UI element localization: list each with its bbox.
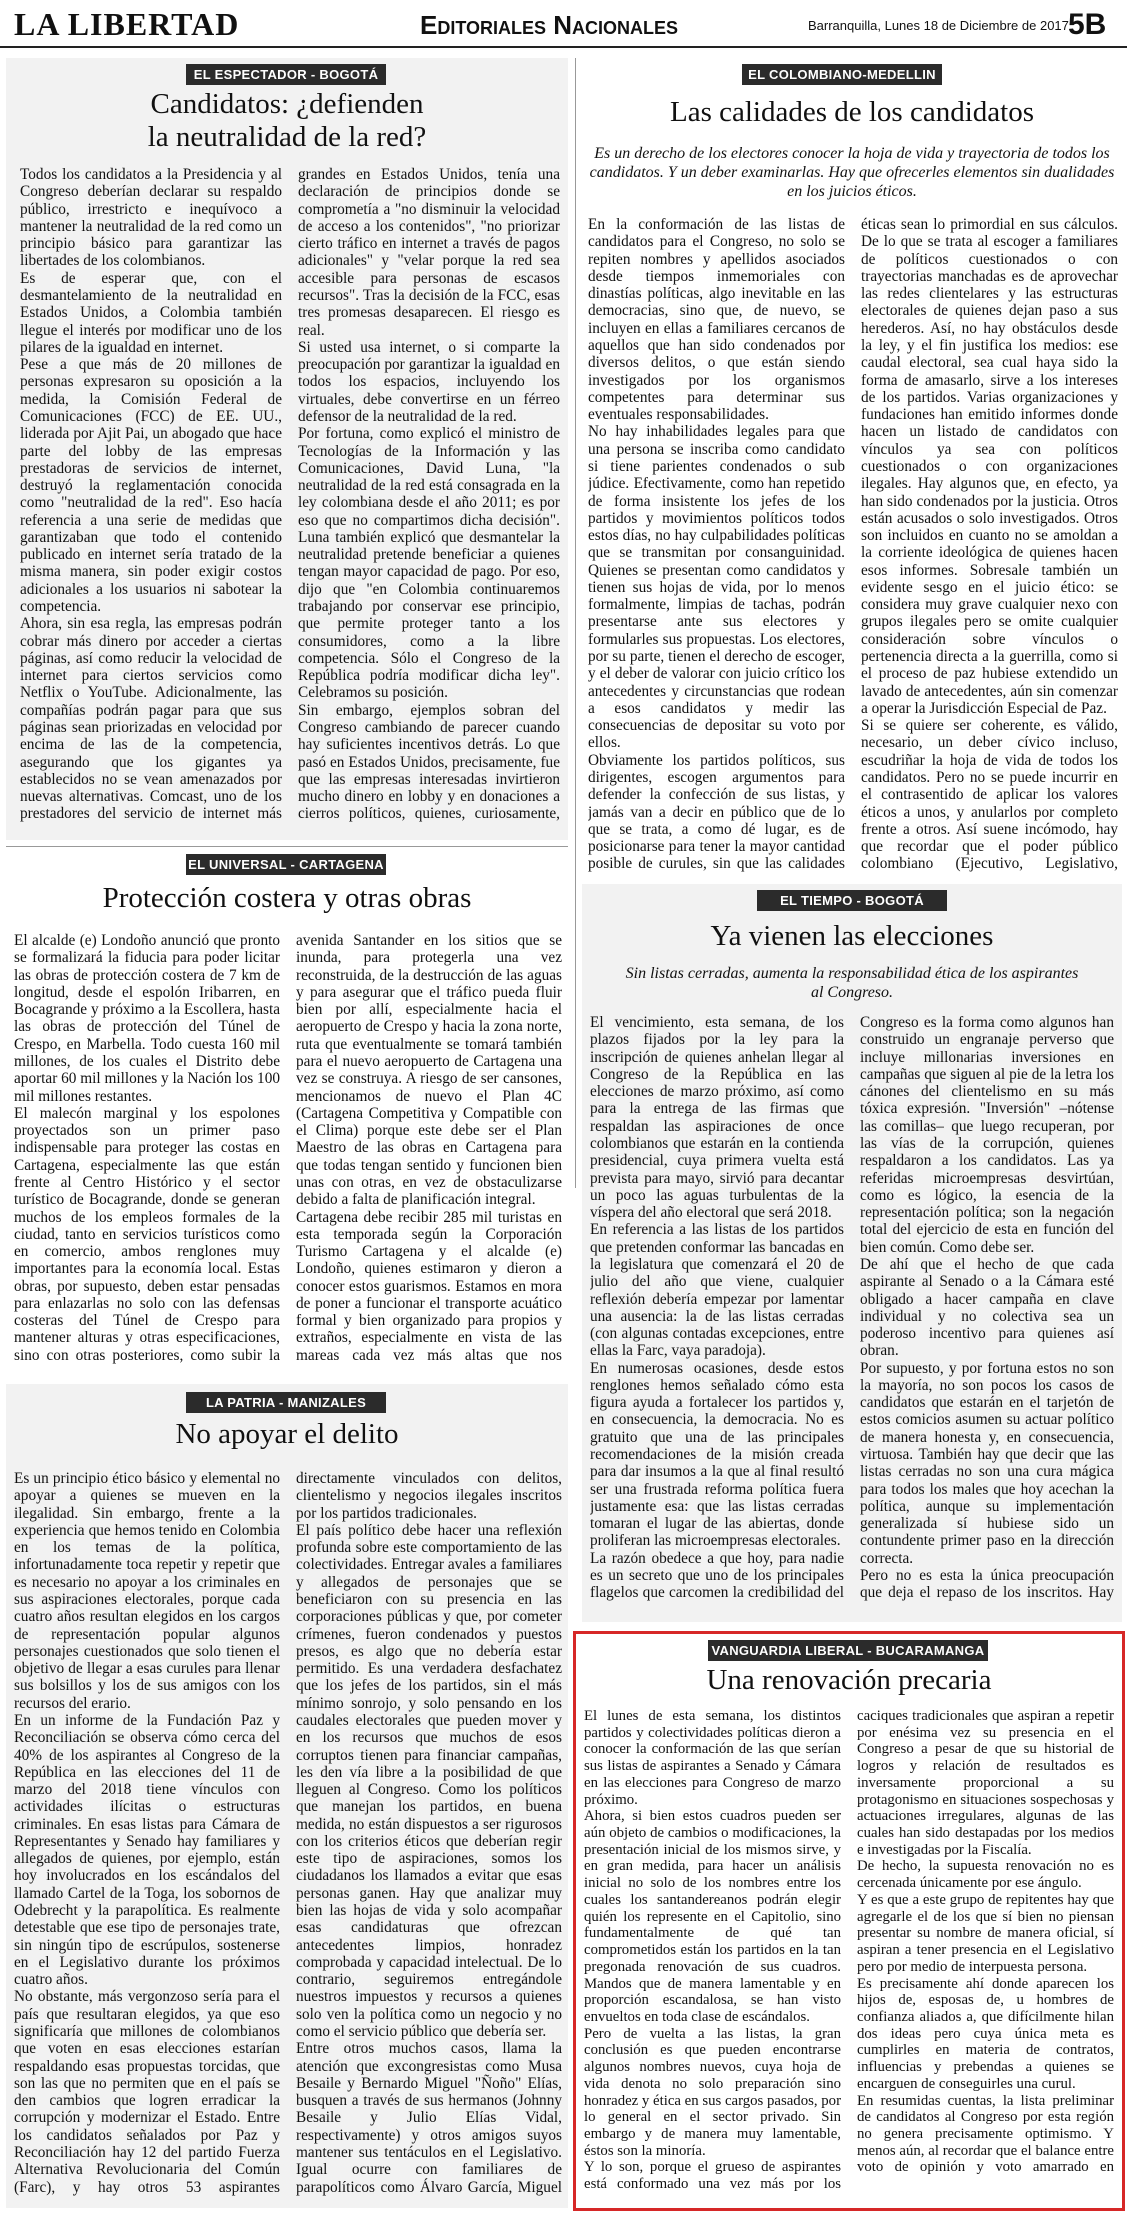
- column-divider: [575, 58, 576, 1188]
- section-title: Editoriales Nacionales: [420, 10, 679, 40]
- article-body: [14, 932, 562, 1376]
- article-paragraph: Pese a que más de 20 millones de personas expresaron su oposición a la medida, la Comisión Federal de Comunicaciones (FCC) de EE. UU., liderada por Ajit Pai, un abogado que hace parte del lobby de las empresas prestadoras de servicios de internet, destruyó la reglamentación conocida como "neutralidad de la red". Eso hacía referencia a una serie de medidas que garantizaban que todo el contenido publicado en internet sería tratado de la misma manera, sin poder exigir costos adicionales a los usuarios ni sabotear la competencia.: [20, 356, 282, 616]
- article-paragraph: En referencia a las listas de los partidos que pretenden conformar las bancadas en la legislatura que comenzará el 20 de julio del año que viene, cualquier reflexión debería empezar por lamentar una ausencia: la de las listas cerradas (con algunas contadas excepciones, entre ellas la Farc, vaya paradoja).: [590, 1221, 844, 1360]
- article-universal: [6, 852, 568, 1378]
- article-paragraph: No hay inhabilidades legales para que una persona se inscriba como candidato si tiene parientes condenados o sub júdice. Efectivamente, como han repetido de forma insistente los jefes de los partidos y movimientos políticos todos estos días, no hay culpabilidades políticas que se transmitan por consanguinidad. Quienes se presentan como candidatos y tienen sus hojas de vida, por lo menos formalmente, limpias de tachas, podrán presentarse ante sus electores y formularles sus propuestas. Los electores, por su parte, tienen el derecho de escoger, y el deber de valorar con juicio crítico los antecedentes y circunstancias que rodean a esos candidatos y medir las consecuencias de depositar su voto por ellos.: [588, 423, 845, 752]
- article-body: [20, 166, 560, 834]
- article-title: Una renovación precaria: [706, 1664, 992, 1696]
- article-title: Protección costera y otras obras: [102, 882, 472, 914]
- article-paragraph: Entre otros muchos casos, llama la atención que excongresistas como Musa Besaile y Bernardo Miguel "Ñoño" Elías, busquen a través de sus hermanos (Johnny Besaile y Julio Elías Vidal, respectivamente) y otros amigos suyos mantener sus tentáculos en el Legislativo. Igual ocurre con familiares de parapolíticos como Álvaro García, Miguel: [296, 2040, 562, 2196]
- article-title-line: la neutralidad de la red?: [147, 121, 427, 154]
- article-title: Las calidades de los candidatos: [670, 96, 1034, 128]
- article-paragraph: Pero de vuelta a las listas, la gran conclusión es que pueden encontrarse algunos nombres nuevos, cuya hoja de vida denota no solo preparación sino honradez y ética en sus cargos pasados, por lo general en el sector privado. Sin embargo y de manera muy lamentable, éstos son la minoría.: [584, 2025, 841, 2159]
- article-paragraph: No obstante, más vergonzoso sería para el país que resultaran elegidos, ya que eso significaría que millones de colombianos que voten en esas elecciones estarían respaldando esas propuestas torcidas, que son las que no permiten que en el país se den cambios que logren erradicar la corrupción y modernizar el Estado. Entre los candidatos señalados por Paz y Reconciliación hay 12 del partido Fuerza Alternativa Revolucionaria del Común (Farc), y hay otros 53 aspirantes directamente vinculados con delitos, clientelismo y negocios ilegales inscritos por los partidos tradicionales.: [14, 1470, 562, 2196]
- article-title: [6, 88, 568, 155]
- article-paragraph: Obviamente los partidos políticos, sus dirigentes, escogen argumentos para defender la confección de sus listas, y jamás van a decir en público que de lo que se trata, a como dé lugar, es de posicionarse para tener la mayor cantidad posible de curules, sin que las calidades éticas sean lo primordial en sus cálculos. De lo que se trata al escoger a familiares de políticos cuestionados o con trayectorias manchadas es de aprovechar las redes clientelares y las estructuras electorales de quienes dejan paso a sus herederos. Así, no hay obstáculos desde la ley, y el fin justifica los medios: ese caudal electoral, sea cual haya sido la forma de amasarlo, sirve a los intereses de los partidos. Varias organizaciones y fundaciones han emitido informes donde hacen un listado de candidatos con vínculos ya sea con políticos cuestionados o con organizaciones ilegales. Hay algunos que, en efecto, ya han sido condenados por la justicia. Otros están acusados o solo investigados. Otros son incluidos en cuanto no se amoldan a la corriente ideológica de quienes hacen esos informes. Sobresale también un evidente sesgo en el juicio ético: se considera muy grave cualquier nexo con grupos ilegales pero se omite cualquier consideración sobre vínculos o pertenencia directa a la guerrilla, como si el proceso de paz hubiese extendido un lavado de antecedentes, aún sin comenzar a operar la Jurisdicción Especial de Paz.: [588, 216, 1118, 873]
- article-paragraph: El país político debe hacer una reflexión profunda sobre este comportamiento de las colectividades. Entregar avales a familiares y allegados de personajes que se beneficiaron con su presencia en las corporaciones públicas y que, por cometer crímenes, fueron condenados y puestos presos, es algo que no debería estar permitido. Es una verdadera desfachatez que los jefes de los partidos, sin el más mínimo sonrojo, y solo pensando en los caudales electorales que pueden mover y en los recursos que muchos de esos corruptos tienen para financiar campañas, les den vía libre a la posibilidad de que lleguen al Congreso. Como los políticos que manejan los partidos, en buena medida, no están dispuestos a ser rigurosos con los criterios éticos que deberían regir este tipo de aspiraciones, somos los ciudadanos los llamados a evitar que esas personas ganen. Hay que analizar muy bien las hojas de vida y solo acompañar esas candidaturas que ofrezcan antecedentes limpios, honradez comprobada y capacidad intelectual. De lo contrario, seguiremos entregándole nuestros impuestos y recursos a quienes solo ven la política como un negocio y no como el servicio público que debería ser.: [296, 1521, 562, 2040]
- article-source-tag: EL UNIVERSAL - CARTAGENA: [186, 854, 386, 875]
- article-title-line: Candidatos: ¿defienden: [150, 88, 424, 120]
- article-body: [588, 216, 1118, 876]
- article-title: Ya vienen las elecciones: [710, 920, 994, 952]
- article-body: [14, 1470, 562, 2204]
- article-paragraph: En resumidas cuentas, la lista preliminar de candidatos al Congreso por esta región no genera precisamente optimismo. Y menos aún, al recordar que el balance entre voto de opinión y voto amarrado en: [857, 2092, 1114, 2176]
- article-colombiano: [582, 58, 1122, 880]
- article-paragraph: Y es que a este grupo de repitentes hay que agregarle el de los que sí bien no piensan presentar su nombre de manera oficial, sí aspiran a tener presencia en el Legislativo pero por medio de interpuesta persona.: [857, 1891, 1114, 1975]
- article-paragraph: Sin embargo, ejemplos sobran del Congreso cambiando de parecer cuando hay suficientes incentivos detrás. Lo que pasó en Estados Unidos, precisamente, fue que las empresas interesadas invirtieron mucho dinero en lobby y en donaciones a cierros políticos, quienes, curiosamente,: [298, 701, 560, 823]
- article-paragraph: Ahora, sin esa regla, las empresas podrán cobrar más dinero por acceder a ciertas páginas, así como reducir la velocidad de internet para ciertos servicios como Netflix o YouTube. Adicionalmente, las compañías podrán pagar para que sus páginas sean priorizadas en velocidad por encima de las de la competencia, asegurando que los gigantes ya establecidos no se vean amenazados por nuevas alternativas. Comcast, uno de los prestadores del servicio de internet más grandes en Estados Unidos, tenía una declaración de principios donde se comprometía a "no disminuir la velocidad de acceso a los contenidos", "no priorizar cierto tráfico en internet a través de pagos adicionales" y "velar porque la red sea accesible para personas de escasos recursos". Tras la decisión de la FCC, esas tres promesas desaparecen. El riesgo es real.: [20, 166, 560, 823]
- article-paragraph: Si usted usa internet, o si comparte la preocupación por garantizar la igualdad en todos los espacios, incluyendo los virtuales, debe convertirse en un férreo defensor de la neutralidad de la red.: [298, 338, 560, 425]
- article-source-tag: LA PATRIA - MANIZALES: [186, 1392, 386, 1413]
- dateline: Barranquilla, Lunes 18 de Diciembre de 2017: [808, 18, 1069, 33]
- article-dek: Sin listas cerradas, aumenta la responsabilidad ética de los aspirantes al Congreso.: [625, 965, 1079, 1002]
- article-body: [590, 1014, 1114, 1618]
- article-paragraph: Si se quiere ser coherente, es válido, necesario, un deber cívico incluso, escudriñar la hoja de vida de todos los candidatos. Pero no se puede incurrir en el contrasentido de aplicar los valores éticos a unos, y anularlos por completo frente a otros. Así suene incómodo, hay que recordar que el poder público colombiano (Ejecutivo, Legislativo,: [861, 717, 1118, 873]
- article-source-tag: EL COLOMBIANO-MEDELLIN: [742, 64, 942, 85]
- section-divider: [6, 846, 568, 847]
- article-espectador: [6, 58, 568, 840]
- article-patria: [6, 1384, 568, 2208]
- article-source-tag: VANGUARDIA LIBERAL - BUCARAMANGA: [708, 1640, 988, 1661]
- article-paragraph: Ahora, si bien estos cuadros pueden ser aún objeto de cambios o modificaciones, la presentación inicial de los mismos sirve, y en gran medida, para hacer un análisis inicial no solo de los nombres entre los cuales los santandereanos podrán elegir quién los represente en el Capitolio, sino fundamentalmente de qué tan comprometidos están los partidos en la tan pregonada renovación de sus cuadros. Mandos que de manera lamentable y en proporción escandalosa, se han visto envueltos en toda clase de escándalos.: [584, 1808, 841, 2025]
- article-paragraph: La razón obedece a que hoy, para nadie es un secreto que uno de los principales flagelos que carcomen la credibilidad del Congreso es la forma como algunos han construido un engranaje perverso que incluye millonarias inversiones en campañas que siguen al pie de la letra los cánones del clientelismo en su más tóxica expresión. "Inversión" –nótense las comillas– que luego recuperan, por las vías de la corrupción, quienes respaldaron a los candidatos. Las ya referidas microempresas desvirtúan, como es lógico, la esencia de la representación política; son la negación total del ejercicio de esta en función del bien común. Como debe ser.: [590, 1014, 1114, 1602]
- article-paragraph: El vencimiento, esta semana, de los plazos fijados por la ley para la inscripción de quienes anhelan llegar al Congreso de la República en las elecciones de marzo próximo, así como para la entrega de las firmas que respaldan las aspiraciones de once colombianos que estarán en la contienda presidencial, cuya primera vuelta está prevista para mayo, sirvió para decantar un poco las aguas turbulentas de la víspera del año electoral que será 2018.: [590, 1014, 844, 1222]
- article-paragraph: Es un principio ético básico y elemental no apoyar a quienes se mueven en la ilegalidad. Sin embargo, frente a la experiencia que hemos tenido en Colombia en los temas de la política, infortunadamente toca repetir y repetir que es necesario no apoyar a los criminales en sus aspiraciones electorales, porque cada cuatro años resultan elegidos en los cargos de representación popular algunos personajes cuestionados que solo tienen el objetivo de llegar a esas curules para llenar sus bolsillos y los de sus amigos con los recursos del erario.: [14, 1470, 280, 1712]
- article-body: [584, 1708, 1114, 2204]
- article-paragraph: Y lo son, porque el grueso de aspirantes está conformado una vez más por los caciques tradicionales que aspiran a repetir por enésima vez su presencia en el Congreso a pesar de que su historial de logros y relación de resultados es inversamente proporcional a su protagonismo en situaciones sospechosas y actuaciones irregulares, algunas de las cuales han sido destapadas por los medios e investigadas por la Fiscalía.: [584, 1708, 1114, 2193]
- article-title: No apoyar el delito: [175, 1418, 399, 1450]
- article-paragraph: Es de esperar que, con el desmantelamiento de la neutralidad en Estados Unidos, a Colombia también llegue el interés por modificar uno de los pilares de la igualdad en internet.: [20, 269, 282, 356]
- article-paragraph: El lunes de esta semana, los distintos partidos y colectividades políticas dieron a conocer la conformación de las que serían sus listas de aspirantes a Senado y Cámara en las elecciones para Congreso de marzo próximo.: [584, 1708, 841, 1808]
- article-vanguardia: [578, 1636, 1120, 2206]
- page-header: [0, 0, 1127, 48]
- article-paragraph: En la conformación de las listas de candidatos para el Congreso, no solo se repiten nombres y apellidos asociados desde tiempos inmemoriales con dinastías políticas, algo inevitable en las democracias, sino que, de nuevo, se incluyen en ellas a familiares cercanos de aquellos que han sido condenados por diversos delitos, o que están siendo investigados por los organismos competentes para determinar sus eventuales responsabilidades.: [588, 216, 845, 424]
- page-number: 5B: [1068, 8, 1107, 41]
- article-paragraph: Por supuesto, y por fortuna estos no son la mayoría, no son pocos los casos de candidatos que estarán en el tarjetón de estos comicios asumen su actuar político de manera honesta y, en consecuencia, virtuosa. También hay que decir que las listas cerradas no son una cura mágica para todos los males que hoy acechan la política, aunque su implementación generalizada sí hubiese sido un contundente primer paso en la dirección correcta.: [860, 1359, 1114, 1567]
- article-paragraph: De ahí que el hecho de que cada aspirante al Senado o a la Cámara esté obligado a hacer campaña en clave individual y no colectiva sea un poderoso incentivo para quienes así obran.: [860, 1255, 1114, 1360]
- article-paragraph: Cartagena debe recibir 285 mil turistas en esta temporada según la Corporación Turismo Cartagena y el alcalde (e) Londoño, quienes estimaron y dieron a conocer estos guarismos. Estamos en mora de poner a funcionar el transporte acuático formal y bien organizado para propios y extraños, especialmente en vista de las mareas cada vez más altas que nos: [296, 1208, 562, 1364]
- article-paragraph: En un informe de la Fundación Paz y Reconciliación se observa cómo cerca del 40% de los aspirantes al Congreso de la República en las elecciones del 11 de marzo del 2018 tiene vínculos con actividades ilícitas o estructuras criminales. En esas listas para Cámara de Representantes y Senado hay familiares y allegados de quienes, por ejemplo, están hoy involucrados en los escándalos del llamado Cartel de la Toga, los sobornos de Odebrecht y la parapolítica. Es realmente detestable que ese tipo de personajes trate, sin ningún tipo de escrúpulos, sostenerse en el Legislativo durante los próximos cuatro años.: [14, 1711, 280, 1989]
- article-paragraph: En numerosas ocasiones, desde estos renglones hemos señalado cómo esta figura ayuda a fortalecer los partidos y, en consecuencia, la democracia. No es gratuito que una de las principales recomendaciones de la misión creada para dar insumos a la que al final resultó ser una frustrada reforma política fuera justamente esa: que las listas cerradas tomaran el lugar de las abiertas, donde proliferan las microempresas electorales.: [590, 1359, 844, 1550]
- article-paragraph: De hecho, la supuesta renovación no es cercenada únicamente por ese ángulo.: [857, 1858, 1114, 1892]
- article-source-tag: EL TIEMPO - BOGOTÁ: [757, 890, 947, 911]
- article-paragraph: Pero no es esta la única preocupación que deja el repaso de los inscritos. Hay: [860, 1567, 1114, 1602]
- masthead: LA LIBERTAD: [14, 6, 240, 42]
- article-dek: Es un derecho de los electores conocer la hoja de vida y trayectoria de todos los candidatos. Y un deber examinarlas. Hay que ofrecerles elementos sin dualidades en los juicios éticos.: [589, 145, 1115, 201]
- article-tiempo: [582, 884, 1122, 1622]
- article-source-tag: EL ESPECTADOR - BOGOTÁ: [186, 64, 386, 85]
- article-paragraph: El alcalde (e) Londoño anunció que pronto se formalizará la fiducia para poder licitar las obras de protección costera de 7 km de longitud, desde el espolón Iribarren, en Bocagrande y próximo a la Escollera, hasta las obras de protección del Túnel de Crespo, en Marbella. Todo cuesta 160 mil millones, de los cuales el Distrito debe aportar 60 mil millones y la Nación los 100 mil millones restantes.: [14, 932, 280, 1105]
- article-paragraph: Es precisamente ahí donde aparecen los hijos de, esposas de, u hombres de confianza aliados a, que difícilmente hilan dos ideas pero cuya única meta es cumplirles en materia de contratos, influencias y prebendas a quienes se encarguen de conseguirles una curul.: [857, 1975, 1114, 2092]
- article-paragraph: Por fortuna, como explicó el ministro de Tecnologías de la Información y las Comunicaciones, David Luna, "la neutralidad de la red está consagrada en la ley colombiana desde el año 2011; es por eso que no compartimos dicha decisión". Luna también explicó que desmantelar la neutralidad pretende beneficiar a quienes tengan mayor capacidad de pago. Por eso, dijo que "en Colombia continuaremos trabajando por conservar ese principio, que permite proteger tanto a los consumidores, como a la libre competencia. Sólo el Congreso de la República podría modificar dicha ley". Celebramos su posición.: [298, 425, 560, 702]
- article-paragraph: Todos los candidatos a la Presidencia y al Congreso deberían declarar su respaldo público, irrestricto e inequívoco a mantener la neutralidad de la red como un principio básico para garantizar las libertades de los colombianos.: [20, 166, 282, 270]
- article-paragraph: El malecón marginal y los espolones proyectados son un primer paso indispensable para proteger las costas en Cartagena, especialmente las que están frente al Centro Histórico y el sector turístico de Bocagrande, donde se generan muchos de los empleos formales de la ciudad, tanto en servicios turísticos como en comercio, ambos renglones muy importantes para la economía local. Estas obras, por supuesto, deben estar pensadas para enlazarlas no solo con las defensas costeras del Túnel de Crespo para mantener alturas y otras especificaciones, sino con otras posteriores, como subir la avenida Santander en los sitios que se inunda, para protegerla una vez reconstruida, de la destrucción de las aguas y para asegurar que el tráfico pueda fluir bien por allí, especialmente hacia el aeropuerto de Crespo y hacia la zona norte, ruta que eventualmente se tomará también para el nuevo aeropuerto de Cartagena una vez se construya. A riesgo de ser cansones, mencionamos de nuevo el Plan 4C (Cartagena Competitiva y Compatible con el Clima) porque este debe ser el Plan Maestro de las obras en Cartagena para que todas tengan sentido y funcionen bien unas con otras, en vez de obstaculizarse debido a falta de planificación integral.: [14, 932, 562, 1364]
